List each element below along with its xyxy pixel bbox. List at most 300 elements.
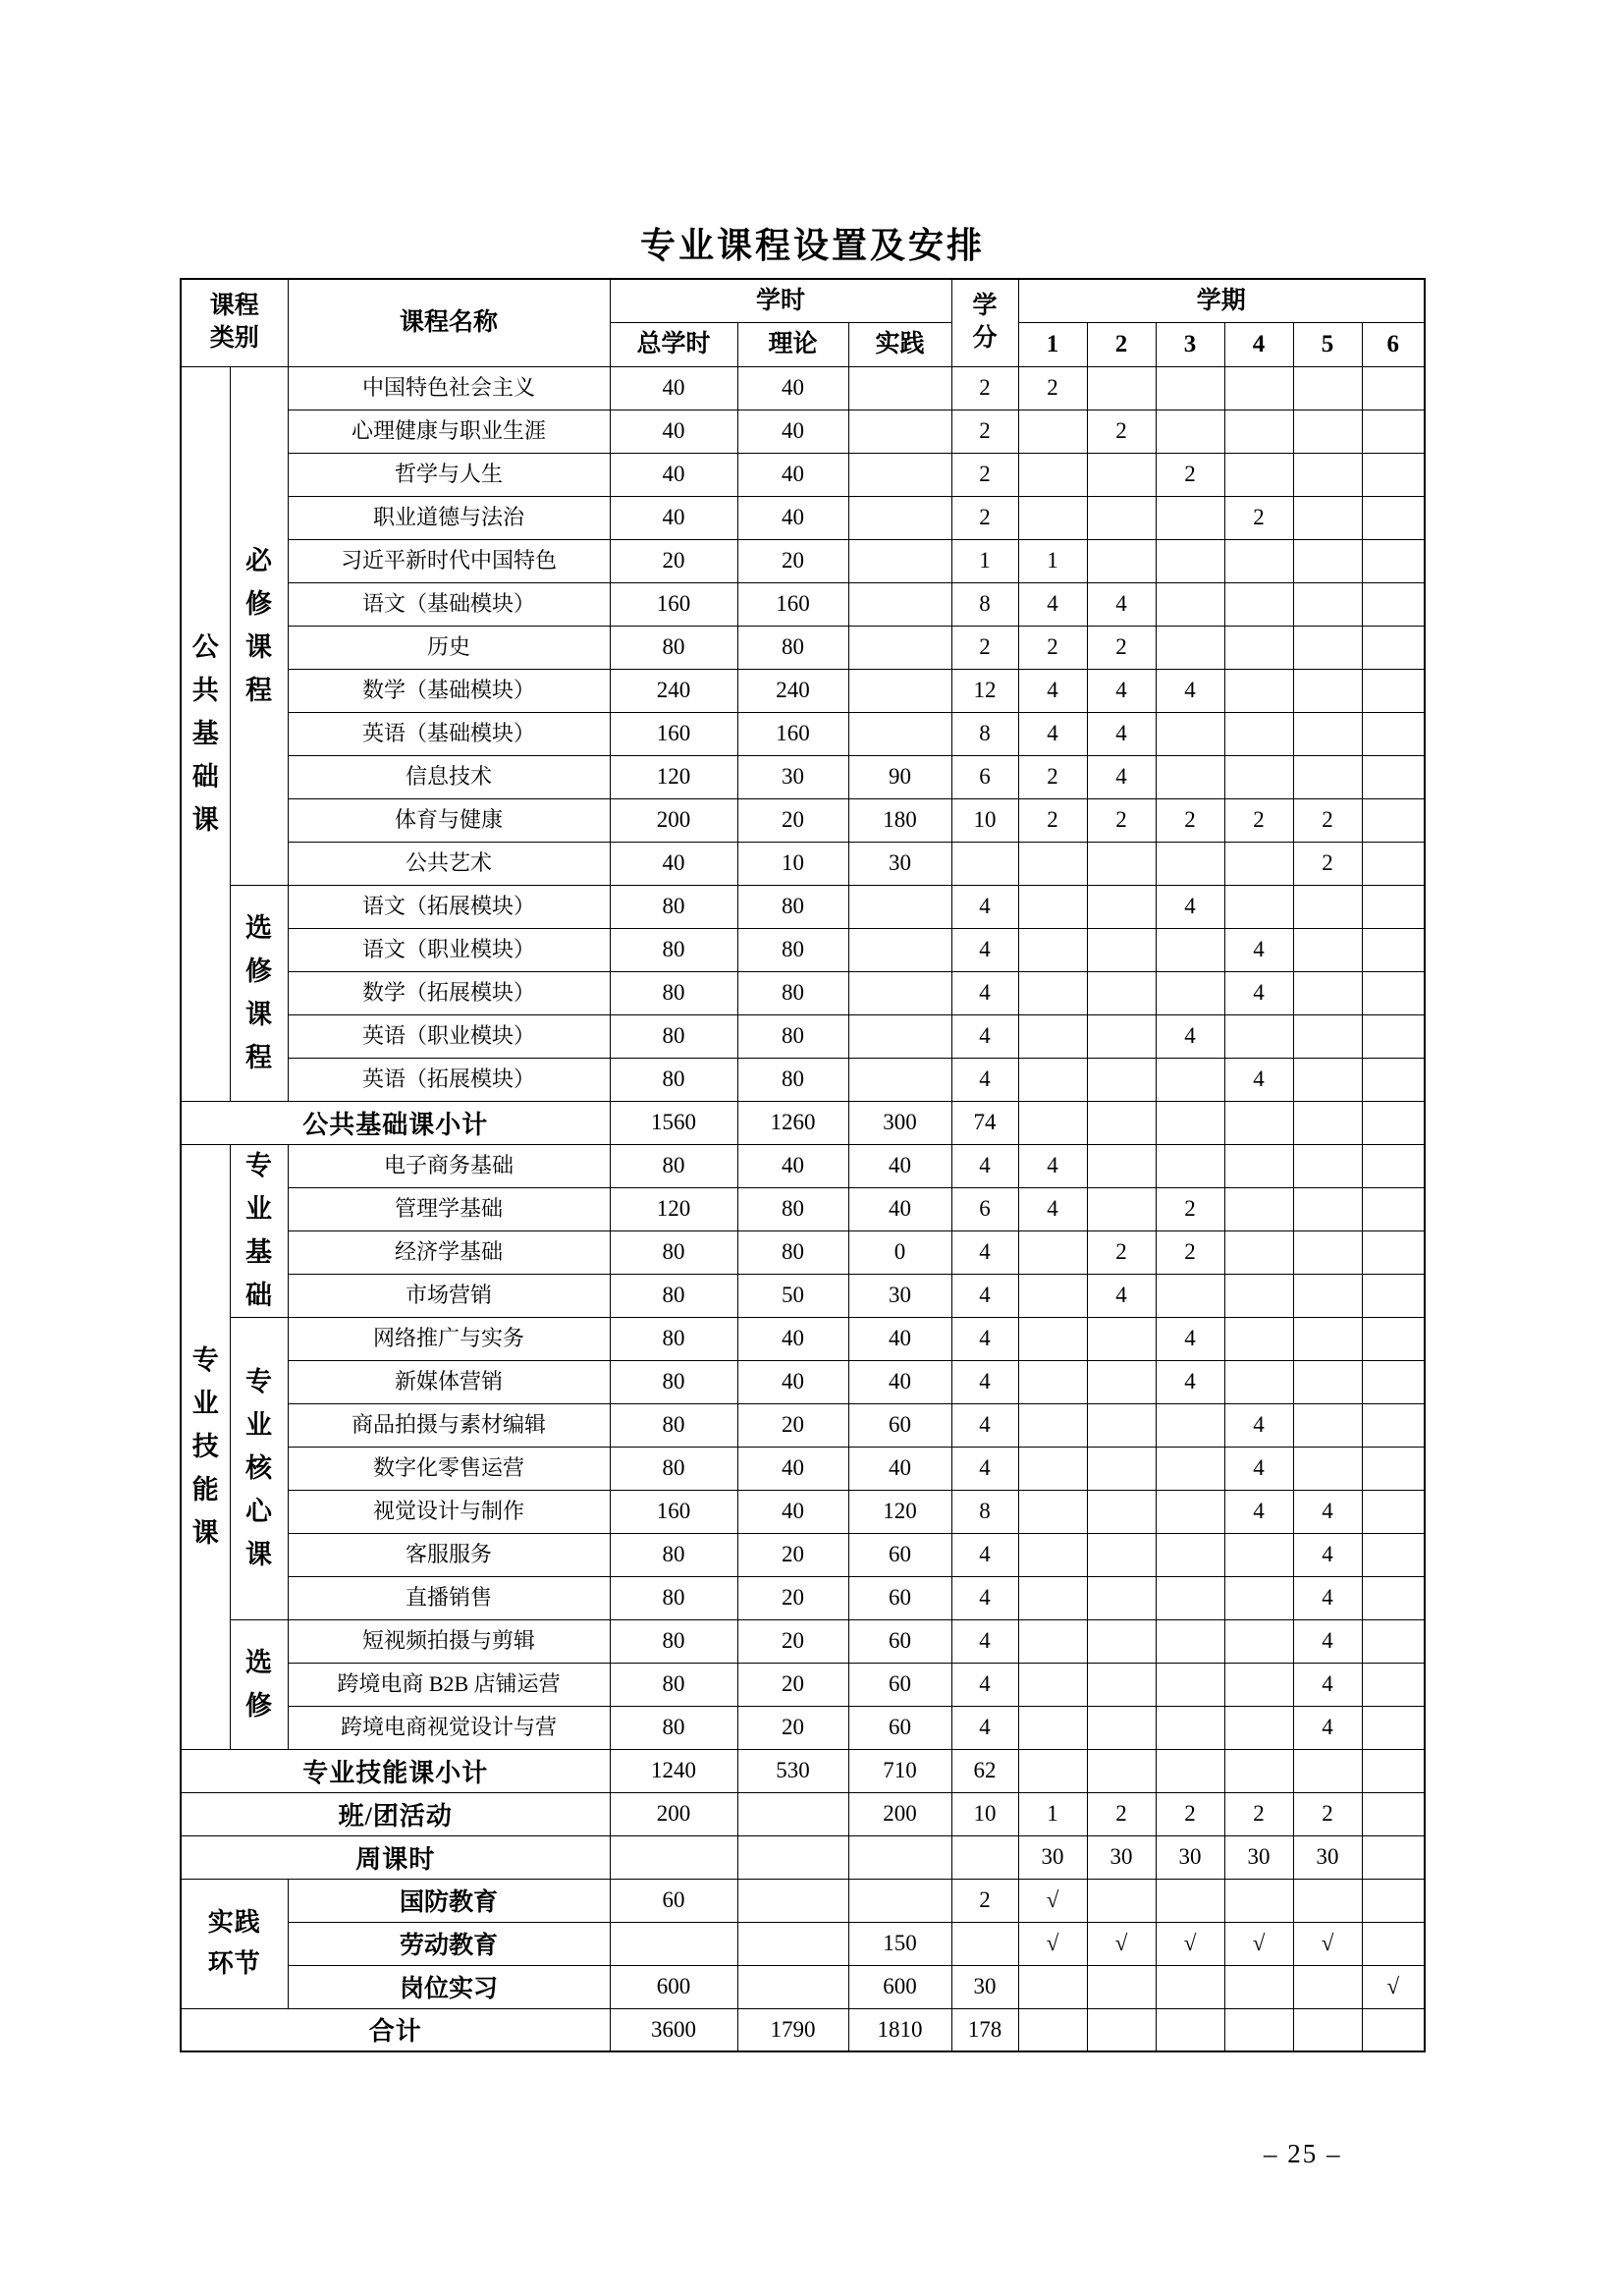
credits-cell: 178	[951, 2008, 1018, 2051]
summary-label-cell: 班/团活动	[181, 1792, 610, 1835]
header-theory: 理论	[737, 322, 848, 366]
category-cell: 专 业 技 能 课	[181, 1144, 230, 1749]
semester-5-cell	[1293, 1403, 1362, 1447]
semester-2-cell	[1087, 1749, 1156, 1792]
theory-hours-cell: 40	[737, 1447, 848, 1490]
course-name-cell: 语文（拓展模块）	[288, 885, 610, 928]
semester-1-cell	[1018, 971, 1087, 1014]
course-name-cell: 信息技术	[288, 755, 610, 798]
semester-4-cell: 4	[1224, 1058, 1293, 1101]
course-name-cell: 岗位实习	[288, 1965, 610, 2008]
semester-1-cell	[1018, 1360, 1087, 1403]
semester-4-cell	[1224, 1663, 1293, 1706]
total-hours-cell: 160	[610, 1490, 737, 1533]
total-hours-cell: 80	[610, 626, 737, 669]
semester-6-cell	[1362, 1749, 1425, 1792]
semester-4-cell: 4	[1224, 971, 1293, 1014]
practice-hours-cell: 120	[848, 1490, 951, 1533]
category-cell: 必 修 课 程	[230, 366, 288, 885]
semester-1-cell	[1018, 1101, 1087, 1144]
semester-6-cell	[1362, 1144, 1425, 1187]
credits-cell: 4	[951, 885, 1018, 928]
table-row	[181, 928, 1425, 971]
course-name-cell: 数学（基础模块）	[288, 669, 610, 712]
semester-2-cell: 4	[1087, 669, 1156, 712]
semester-6-cell	[1362, 1317, 1425, 1360]
practice-hours-cell: 60	[848, 1533, 951, 1576]
theory-hours-cell: 530	[737, 1749, 848, 1792]
semester-5-cell	[1293, 755, 1362, 798]
theory-hours-cell	[737, 1835, 848, 1879]
semester-4-cell	[1224, 1187, 1293, 1230]
table-row	[181, 2008, 1425, 2051]
header-semester-3: 3	[1156, 322, 1224, 366]
semester-1-cell: 2	[1018, 366, 1087, 410]
credits-cell	[951, 842, 1018, 885]
semester-1-cell	[1018, 1533, 1087, 1576]
practice-hours-cell	[848, 928, 951, 971]
semester-2-cell: 4	[1087, 712, 1156, 755]
table-row	[181, 1792, 1425, 1835]
practice-hours-cell	[848, 453, 951, 496]
semester-1-cell: 4	[1018, 712, 1087, 755]
table-row	[181, 582, 1425, 626]
practice-hours-cell	[848, 971, 951, 1014]
table-row	[181, 539, 1425, 582]
semester-4-cell	[1224, 582, 1293, 626]
semester-4-cell	[1224, 755, 1293, 798]
semester-3-cell	[1156, 1490, 1224, 1533]
semester-6-cell	[1362, 582, 1425, 626]
semester-3-cell	[1156, 1706, 1224, 1749]
semester-3-cell: 4	[1156, 1014, 1224, 1058]
course-name-cell: 国防教育	[288, 1879, 610, 1922]
semester-6-cell	[1362, 928, 1425, 971]
table-row	[181, 971, 1425, 1014]
total-hours-cell: 200	[610, 798, 737, 842]
total-hours-cell: 80	[610, 928, 737, 971]
course-name-cell: 语文（基础模块）	[288, 582, 610, 626]
semester-5-cell	[1293, 885, 1362, 928]
semester-5-cell: 4	[1293, 1490, 1362, 1533]
header-total-hours: 总学时	[610, 322, 737, 366]
total-hours-cell	[610, 1922, 737, 1965]
semester-1-cell: 4	[1018, 1144, 1087, 1187]
semester-2-cell: 2	[1087, 410, 1156, 453]
table-row	[181, 1835, 1425, 1879]
practice-hours-cell: 600	[848, 1965, 951, 2008]
semester-3-cell	[1156, 1058, 1224, 1101]
semester-6-cell	[1362, 1706, 1425, 1749]
semester-4-cell: 2	[1224, 1792, 1293, 1835]
semester-5-cell	[1293, 1965, 1362, 2008]
semester-2-cell	[1087, 1663, 1156, 1706]
semester-4-cell	[1224, 1317, 1293, 1360]
practice-hours-cell	[848, 582, 951, 626]
semester-2-cell	[1087, 1058, 1156, 1101]
practice-hours-cell: 0	[848, 1230, 951, 1274]
header-semester-5: 5	[1293, 322, 1362, 366]
semester-4-cell	[1224, 366, 1293, 410]
total-hours-cell: 60	[610, 1879, 737, 1922]
practice-hours-cell	[848, 626, 951, 669]
semester-3-cell	[1156, 1576, 1224, 1619]
theory-hours-cell	[737, 1965, 848, 2008]
total-hours-cell: 80	[610, 1274, 737, 1317]
course-name-cell: 网络推广与实务	[288, 1317, 610, 1360]
semester-4-cell	[1224, 1879, 1293, 1922]
theory-hours-cell: 30	[737, 755, 848, 798]
credits-cell: 4	[951, 1706, 1018, 1749]
semester-5-cell: 30	[1293, 1835, 1362, 1879]
total-hours-cell: 80	[610, 1058, 737, 1101]
semester-5-cell	[1293, 1144, 1362, 1187]
semester-3-cell: 4	[1156, 1360, 1224, 1403]
semester-5-cell	[1293, 1879, 1362, 1922]
course-name-cell: 视觉设计与制作	[288, 1490, 610, 1533]
theory-hours-cell: 40	[737, 1490, 848, 1533]
credits-cell	[951, 1922, 1018, 1965]
total-hours-cell: 80	[610, 1403, 737, 1447]
category-cell: 选 修 课 程	[230, 885, 288, 1101]
table-row	[181, 496, 1425, 539]
practice-hours-cell	[848, 1014, 951, 1058]
total-hours-cell: 40	[610, 366, 737, 410]
semester-4-cell	[1224, 885, 1293, 928]
course-name-cell: 新媒体营销	[288, 1360, 610, 1403]
semester-3-cell: 30	[1156, 1835, 1224, 1879]
semester-1-cell	[1018, 1490, 1087, 1533]
credits-cell: 2	[951, 1879, 1018, 1922]
semester-3-cell: 4	[1156, 1317, 1224, 1360]
practice-hours-cell: 90	[848, 755, 951, 798]
semester-6-cell	[1362, 1663, 1425, 1706]
semester-3-cell	[1156, 842, 1224, 885]
semester-6-cell	[1362, 1101, 1425, 1144]
credits-cell: 4	[951, 1533, 1018, 1576]
semester-4-cell	[1224, 1706, 1293, 1749]
theory-hours-cell: 80	[737, 1014, 848, 1058]
semester-3-cell	[1156, 1879, 1224, 1922]
semester-6-cell	[1362, 1014, 1425, 1058]
total-hours-cell: 80	[610, 1706, 737, 1749]
credits-cell: 2	[951, 453, 1018, 496]
semester-1-cell: 4	[1018, 582, 1087, 626]
semester-5-cell	[1293, 1447, 1362, 1490]
semester-3-cell: 2	[1156, 1187, 1224, 1230]
total-hours-cell: 200	[610, 1792, 737, 1835]
semester-2-cell	[1087, 928, 1156, 971]
semester-1-cell: 4	[1018, 669, 1087, 712]
semester-3-cell	[1156, 755, 1224, 798]
semester-5-cell	[1293, 1274, 1362, 1317]
table-row	[181, 1447, 1425, 1490]
semester-2-cell	[1087, 1144, 1156, 1187]
semester-2-cell	[1087, 1403, 1156, 1447]
theory-hours-cell: 160	[737, 582, 848, 626]
total-hours-cell: 80	[610, 1317, 737, 1360]
semester-3-cell: 2	[1156, 1230, 1224, 1274]
semester-5-cell	[1293, 1230, 1362, 1274]
semester-1-cell	[1018, 1749, 1087, 1792]
table-row	[181, 1663, 1425, 1706]
practice-hours-cell	[848, 366, 951, 410]
course-name-cell: 职业道德与法治	[288, 496, 610, 539]
table-row	[181, 798, 1425, 842]
semester-3-cell	[1156, 1403, 1224, 1447]
total-hours-cell: 40	[610, 453, 737, 496]
semester-2-cell	[1087, 1533, 1156, 1576]
total-hours-cell: 3600	[610, 2008, 737, 2051]
semester-6-cell	[1362, 539, 1425, 582]
total-hours-cell	[610, 1835, 737, 1879]
semester-3-cell	[1156, 626, 1224, 669]
table-row	[181, 1317, 1425, 1360]
credits-cell: 6	[951, 755, 1018, 798]
semester-2-cell: 30	[1087, 1835, 1156, 1879]
semester-1-cell	[1018, 1317, 1087, 1360]
practice-hours-cell: 40	[848, 1360, 951, 1403]
theory-hours-cell: 20	[737, 1403, 848, 1447]
table-row	[181, 1058, 1425, 1101]
credits-cell: 4	[951, 1014, 1018, 1058]
semester-6-cell	[1362, 971, 1425, 1014]
semester-6-cell	[1362, 1879, 1425, 1922]
semester-4-cell	[1224, 2008, 1293, 2051]
semester-1-cell: 1	[1018, 1792, 1087, 1835]
semester-4-cell	[1224, 1101, 1293, 1144]
theory-hours-cell: 80	[737, 1230, 848, 1274]
semester-6-cell	[1362, 1187, 1425, 1230]
credits-cell: 2	[951, 410, 1018, 453]
semester-3-cell: 4	[1156, 669, 1224, 712]
document-title: 专业课程设置及安排	[640, 226, 986, 265]
total-hours-cell: 80	[610, 1230, 737, 1274]
semester-4-cell	[1224, 712, 1293, 755]
theory-hours-cell: 20	[737, 1576, 848, 1619]
semester-5-cell: 4	[1293, 1576, 1362, 1619]
semester-6-cell	[1362, 1447, 1425, 1490]
semester-6-cell	[1362, 453, 1425, 496]
semester-1-cell	[1018, 1058, 1087, 1101]
total-hours-cell: 80	[610, 1014, 737, 1058]
semester-3-cell	[1156, 2008, 1224, 2051]
theory-hours-cell: 80	[737, 928, 848, 971]
practice-hours-cell	[848, 496, 951, 539]
semester-2-cell	[1087, 1706, 1156, 1749]
total-hours-cell: 40	[610, 496, 737, 539]
course-name-cell: 数字化零售运营	[288, 1447, 610, 1490]
semester-2-cell	[1087, 1490, 1156, 1533]
semester-5-cell: 4	[1293, 1619, 1362, 1663]
semester-2-cell: 4	[1087, 755, 1156, 798]
semester-1-cell	[1018, 453, 1087, 496]
semester-3-cell	[1156, 366, 1224, 410]
credits-cell: 4	[951, 1144, 1018, 1187]
semester-2-cell	[1087, 366, 1156, 410]
header-category: 课程类别	[181, 279, 288, 366]
theory-hours-cell: 40	[737, 496, 848, 539]
semester-5-cell	[1293, 366, 1362, 410]
semester-5-cell: 4	[1293, 1533, 1362, 1576]
semester-1-cell: 30	[1018, 1835, 1087, 1879]
table-row	[181, 842, 1425, 885]
table-row	[181, 1403, 1425, 1447]
total-hours-cell: 20	[610, 539, 737, 582]
table-row	[181, 1749, 1425, 1792]
semester-6-cell	[1362, 1533, 1425, 1576]
credits-cell: 4	[951, 1619, 1018, 1663]
theory-hours-cell	[737, 1922, 848, 1965]
semester-3-cell: √	[1156, 1922, 1224, 1965]
table-row	[181, 885, 1425, 928]
semester-4-cell	[1224, 626, 1293, 669]
credits-cell: 1	[951, 539, 1018, 582]
semester-3-cell	[1156, 928, 1224, 971]
practice-hours-cell	[848, 410, 951, 453]
theory-hours-cell: 10	[737, 842, 848, 885]
total-hours-cell: 80	[610, 1576, 737, 1619]
credits-cell: 10	[951, 798, 1018, 842]
header-semester: 学期	[1018, 279, 1425, 322]
theory-hours-cell: 40	[737, 1360, 848, 1403]
practice-hours-cell	[848, 1835, 951, 1879]
course-name-cell: 习近平新时代中国特色	[288, 539, 610, 582]
table-row	[181, 410, 1425, 453]
course-name-cell: 英语（基础模块）	[288, 712, 610, 755]
credits-cell: 8	[951, 712, 1018, 755]
semester-5-cell	[1293, 669, 1362, 712]
course-name-cell: 历史	[288, 626, 610, 669]
practice-hours-cell: 200	[848, 1792, 951, 1835]
curriculum-table	[180, 278, 1426, 2052]
semester-4-cell	[1224, 1965, 1293, 2008]
practice-hours-cell	[848, 1058, 951, 1101]
credits-cell: 6	[951, 1187, 1018, 1230]
theory-hours-cell: 240	[737, 669, 848, 712]
semester-1-cell: √	[1018, 1922, 1087, 1965]
semester-3-cell	[1156, 1101, 1224, 1144]
credits-cell: 8	[951, 1490, 1018, 1533]
total-hours-cell: 80	[610, 1360, 737, 1403]
header-credits: 学分	[951, 279, 1018, 366]
practice-hours-cell: 60	[848, 1619, 951, 1663]
practice-hours-cell: 1810	[848, 2008, 951, 2051]
semester-2-cell	[1087, 842, 1156, 885]
header-hours: 学时	[610, 279, 951, 322]
semester-4-cell: √	[1224, 1922, 1293, 1965]
credits-cell: 74	[951, 1101, 1018, 1144]
table-row	[181, 669, 1425, 712]
semester-3-cell	[1156, 539, 1224, 582]
semester-1-cell: 2	[1018, 798, 1087, 842]
credits-cell: 8	[951, 582, 1018, 626]
practice-hours-cell: 710	[848, 1749, 951, 1792]
theory-hours-cell	[737, 1879, 848, 1922]
semester-6-cell	[1362, 712, 1425, 755]
credits-cell: 4	[951, 1058, 1018, 1101]
semester-5-cell	[1293, 1317, 1362, 1360]
semester-1-cell	[1018, 496, 1087, 539]
semester-5-cell	[1293, 712, 1362, 755]
table-row	[181, 626, 1425, 669]
theory-hours-cell: 80	[737, 971, 848, 1014]
semester-2-cell	[1087, 1619, 1156, 1663]
course-name-cell: 英语（拓展模块）	[288, 1058, 610, 1101]
semester-5-cell	[1293, 410, 1362, 453]
credits-cell: 4	[951, 1230, 1018, 1274]
credits-cell: 2	[951, 626, 1018, 669]
course-name-cell: 电子商务基础	[288, 1144, 610, 1187]
semester-3-cell: 2	[1156, 798, 1224, 842]
table-row	[181, 1922, 1425, 1965]
total-hours-cell: 160	[610, 582, 737, 626]
semester-1-cell	[1018, 2008, 1087, 2051]
semester-1-cell	[1018, 1014, 1087, 1058]
semester-2-cell	[1087, 1360, 1156, 1403]
table-row	[181, 366, 1425, 410]
semester-2-cell	[1087, 539, 1156, 582]
semester-4-cell: 4	[1224, 928, 1293, 971]
credits-cell: 2	[951, 496, 1018, 539]
semester-6-cell	[1362, 885, 1425, 928]
semester-6-cell	[1362, 1403, 1425, 1447]
course-name-cell: 语文（职业模块）	[288, 928, 610, 971]
semester-4-cell	[1224, 453, 1293, 496]
total-hours-cell: 40	[610, 842, 737, 885]
table-row	[181, 1014, 1425, 1058]
credits-cell: 12	[951, 669, 1018, 712]
theory-hours-cell: 80	[737, 1187, 848, 1230]
semester-5-cell	[1293, 1749, 1362, 1792]
category-cell: 公 共 基 础 课	[181, 366, 230, 1101]
semester-5-cell	[1293, 539, 1362, 582]
semester-6-cell	[1362, 1922, 1425, 1965]
theory-hours-cell: 1790	[737, 2008, 848, 2051]
credits-cell: 4	[951, 1317, 1018, 1360]
semester-2-cell	[1087, 496, 1156, 539]
category-cell: 专 业 基 础	[230, 1144, 288, 1317]
semester-1-cell	[1018, 1403, 1087, 1447]
theory-hours-cell: 160	[737, 712, 848, 755]
semester-3-cell	[1156, 582, 1224, 626]
semester-6-cell	[1362, 1360, 1425, 1403]
total-hours-cell: 240	[610, 669, 737, 712]
semester-2-cell: 2	[1087, 1792, 1156, 1835]
semester-5-cell: 2	[1293, 842, 1362, 885]
semester-3-cell: 2	[1156, 1792, 1224, 1835]
semester-1-cell	[1018, 1706, 1087, 1749]
course-name-cell: 中国特色社会主义	[288, 366, 610, 410]
semester-4-cell	[1224, 539, 1293, 582]
semester-1-cell	[1018, 1965, 1087, 2008]
semester-5-cell	[1293, 1058, 1362, 1101]
semester-2-cell	[1087, 1447, 1156, 1490]
semester-1-cell: 2	[1018, 626, 1087, 669]
semester-2-cell: √	[1087, 1922, 1156, 1965]
total-hours-cell: 1560	[610, 1101, 737, 1144]
semester-5-cell: 2	[1293, 798, 1362, 842]
curriculum-table-body	[181, 366, 1425, 2051]
table-row	[181, 1274, 1425, 1317]
semester-6-cell	[1362, 1274, 1425, 1317]
semester-6-cell	[1362, 669, 1425, 712]
semester-3-cell	[1156, 496, 1224, 539]
theory-hours-cell: 1260	[737, 1101, 848, 1144]
table-row	[181, 1533, 1425, 1576]
table-row	[181, 1706, 1425, 1749]
practice-hours-cell	[848, 712, 951, 755]
